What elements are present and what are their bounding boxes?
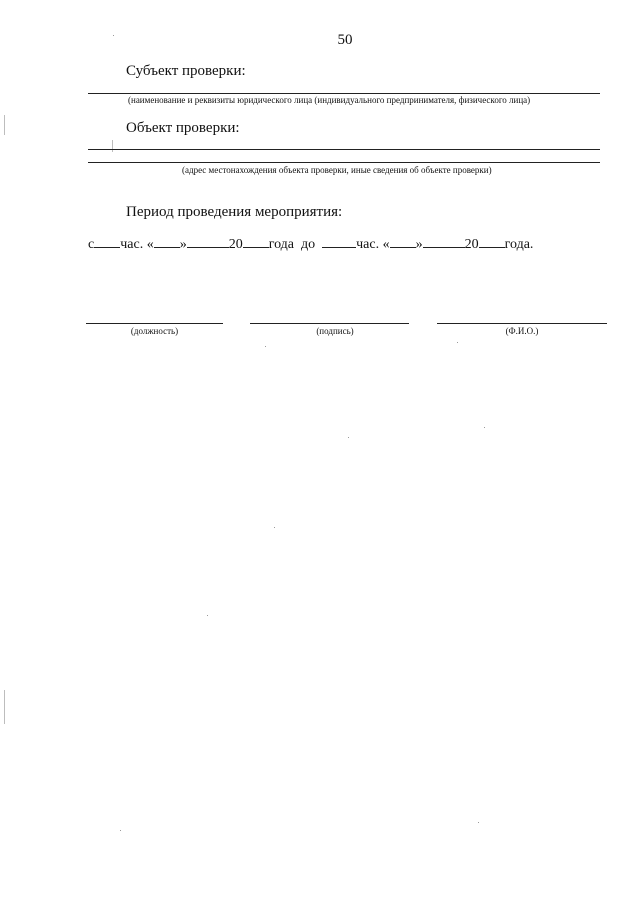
scan-edge-mark bbox=[4, 690, 5, 724]
scan-speck bbox=[457, 342, 458, 343]
signature-line bbox=[250, 323, 409, 324]
to-year-blank bbox=[479, 233, 505, 248]
object-caption: (адрес местонахождения объекта проверки, иные сведения об объекте проверки) bbox=[182, 165, 492, 175]
from-century: 20 bbox=[228, 237, 243, 252]
to-year-word: года. bbox=[504, 237, 534, 252]
period-from-prefix: с bbox=[88, 237, 95, 252]
to-century: 20 bbox=[464, 237, 479, 252]
from-hour-blank bbox=[94, 233, 120, 248]
to-word: до bbox=[301, 237, 316, 252]
scan-speck bbox=[484, 427, 485, 428]
from-year-blank bbox=[243, 233, 269, 248]
scan-speck bbox=[207, 615, 208, 616]
from-quote-close: » bbox=[179, 237, 187, 252]
from-month-blank bbox=[187, 233, 229, 248]
position-line bbox=[86, 323, 223, 324]
scan-speck bbox=[265, 346, 266, 347]
object-heading: Объект проверки: bbox=[126, 120, 240, 136]
from-year-word: года bbox=[268, 237, 295, 252]
to-quote-close: » bbox=[415, 237, 423, 252]
to-month-blank bbox=[423, 233, 465, 248]
scan-speck bbox=[274, 527, 275, 528]
from-hour-word: час. « bbox=[120, 237, 154, 252]
subject-underline bbox=[88, 93, 600, 94]
to-hour-blank bbox=[322, 233, 356, 248]
to-day-blank bbox=[390, 233, 416, 248]
subject-heading: Субъект проверки: bbox=[126, 63, 246, 79]
to-hour-word: час. « bbox=[356, 237, 390, 252]
period-heading: Период проведения мероприятия: bbox=[126, 204, 343, 220]
from-day-blank bbox=[154, 233, 180, 248]
position-caption: (должность) bbox=[130, 326, 179, 336]
page-number: 50 bbox=[337, 32, 353, 48]
object-underline-2 bbox=[88, 162, 600, 163]
scan-speck bbox=[478, 822, 479, 823]
signature-caption: (подпись) bbox=[316, 326, 354, 336]
scan-edge-mark bbox=[4, 115, 5, 135]
subject-caption: (наименование и реквизиты юридического лица (индивидуального предпринимателя, физического лица) bbox=[128, 95, 531, 105]
scan-edge-mark bbox=[112, 140, 113, 152]
name-caption: (Ф.И.О.) bbox=[505, 326, 539, 336]
period-line bbox=[88, 233, 533, 253]
scan-speck bbox=[120, 830, 121, 831]
name-line bbox=[437, 323, 607, 324]
scan-speck bbox=[348, 437, 349, 438]
object-underline-1 bbox=[88, 149, 600, 150]
